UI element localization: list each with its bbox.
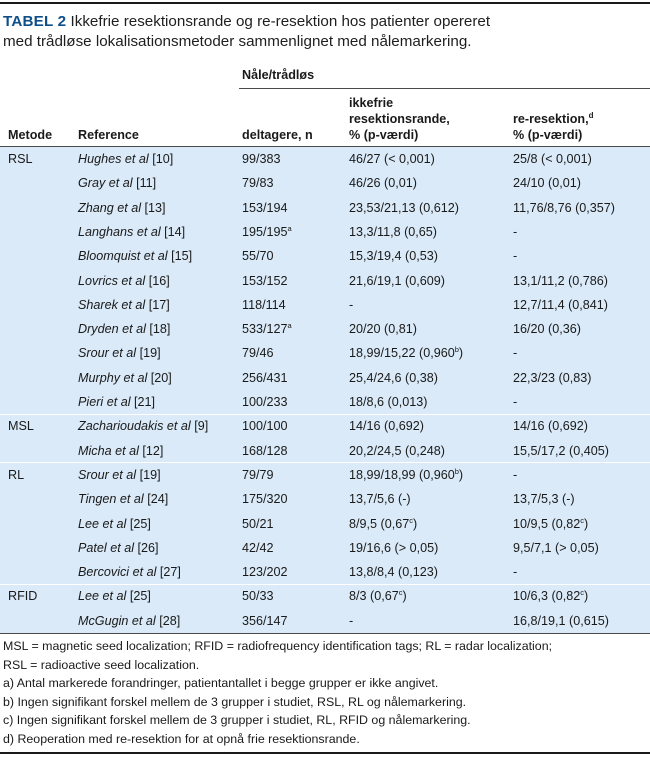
reference-number: [16] (148, 273, 170, 288)
cell-reresektion (513, 564, 517, 580)
cell-reference (78, 588, 151, 604)
reference-number: [17] (148, 297, 170, 312)
cell-reresektion (513, 151, 592, 167)
cell-method: RFID (8, 589, 38, 604)
cell-ikkefrie (349, 200, 459, 216)
reference-number: [27] (159, 565, 181, 580)
deltagere-value: 100/100 (242, 419, 288, 434)
cell-reference (78, 564, 181, 580)
reference-number: [19] (139, 346, 161, 361)
reference-author: Dryden et al (78, 322, 146, 337)
header-reresektion-line1: re-resektion,$^d$ (513, 111, 594, 126)
reference-number: [14] (164, 224, 186, 239)
cell-reresektion (513, 418, 588, 434)
cell-reference (78, 491, 168, 507)
cell-deltagere (242, 175, 274, 191)
reference-number: [12] (142, 443, 164, 458)
header-ikkefrie-line1: ikkefrie (349, 96, 394, 110)
cell-reresektion (513, 491, 575, 507)
cell-ikkefrie (349, 175, 417, 191)
cell-reference (78, 248, 192, 264)
cell-reference (78, 321, 170, 337)
cell-method: RSL (8, 152, 33, 166)
cell-reference (78, 345, 161, 361)
cell-ikkefrie (349, 345, 463, 361)
table-title-line2: med trådløse lokalisationsmetoder sammenlignet med nålemarkering. (3, 33, 472, 50)
deltagere-value: 118/114 (242, 297, 286, 312)
cell-method: MSL (8, 419, 34, 434)
cell-reresektion (513, 443, 609, 459)
cell-deltagere (242, 297, 286, 313)
footnote-marker: c (409, 515, 413, 525)
deltagere-value: 100/233 (242, 395, 288, 409)
cell-deltagere (242, 321, 292, 337)
footnote-marker: a (287, 223, 292, 233)
deltagere-value: 42/42 (242, 540, 274, 555)
cell-deltagere (242, 394, 288, 410)
cell-ikkefrie (349, 443, 445, 459)
reference-author: Bercovici et al (78, 565, 157, 580)
cell-deltagere (242, 370, 288, 386)
reference-author: Patel et al (78, 540, 135, 555)
footnote-abbreviations-cont: RSL = radioactive seed localization. (3, 657, 200, 672)
cell-ikkefrie (349, 588, 407, 604)
deltagere-value: 195/195 (242, 224, 288, 239)
reresektion-value: 16/20 (0,36) (513, 322, 581, 337)
reresektion-value: 13,7/5,3 (-) (513, 492, 575, 507)
cell-reference (78, 297, 170, 313)
cell-ikkefrie (349, 321, 417, 337)
cell-deltagere (242, 443, 288, 459)
reference-number: [28] (159, 613, 181, 628)
reresektion-value: - (513, 249, 518, 264)
cell-reresektion (513, 613, 609, 629)
cell-reference (78, 467, 161, 483)
ikkefrie-close: ) (412, 516, 418, 531)
deltagere-value: 79/46 (242, 346, 274, 361)
cell-reresektion (513, 394, 517, 410)
cell-reference (78, 540, 159, 556)
table-title-text: Ikkefrie resektionsrande og re-resektion hos patienter opereret (66, 13, 491, 30)
cell-reresektion (513, 175, 581, 191)
footnote-marker: c (580, 588, 584, 598)
footnote-marker: b (454, 345, 459, 355)
reference-number: [25] (129, 589, 151, 604)
cell-reresektion (513, 516, 588, 532)
cell-ikkefrie (349, 151, 435, 167)
cell-reresektion (513, 321, 581, 337)
reference-number: [13] (144, 200, 166, 215)
header-reresektion-line2: % (p-værdi) (513, 128, 583, 142)
ikkefrie-value: 18/8,6 (0,013) (349, 395, 428, 409)
reference-author: Micha et al (78, 443, 139, 458)
cell-reresektion (513, 273, 608, 289)
reference-author: McGugin et al (78, 613, 156, 628)
reference-number: [24] (147, 492, 169, 507)
cell-reresektion (513, 224, 517, 240)
ikkefrie-value: - (349, 613, 354, 628)
cell-reference (78, 443, 163, 459)
row-group-divider (0, 462, 650, 463)
header-ikkefrie-line3: % (p-værdi) (349, 128, 419, 142)
cell-reference (78, 394, 155, 410)
ikkefrie-value: - (349, 297, 354, 312)
reference-author: Gray et al (78, 176, 133, 191)
cell-ikkefrie (349, 467, 463, 483)
cell-reresektion (513, 200, 615, 216)
reresektion-value: 11,76/8,76 (0,357) (513, 200, 615, 215)
deltagere-value: 50/21 (242, 516, 274, 531)
reference-number: [26] (137, 540, 159, 555)
reference-number: [10] (152, 152, 174, 166)
reference-author: Sharek et al (78, 297, 146, 312)
cell-deltagere (242, 151, 281, 167)
reresektion-value: 24/10 (0,01) (513, 176, 581, 191)
cell-reresektion (513, 248, 517, 264)
table-bottom-rule (0, 633, 650, 634)
reference-author: Zhang et al (78, 200, 142, 215)
cell-reference (78, 613, 180, 629)
reresektion-value: - (513, 467, 518, 482)
cell-ikkefrie (349, 564, 438, 580)
reresektion-value: 9,5/7,1 (> 0,05) (513, 540, 599, 555)
deltagere-value: 356/147 (242, 613, 288, 628)
header-ikkefrie-line2: resektionsrande, (349, 112, 450, 126)
ikkefrie-value: 46/27 (< 0,001) (349, 152, 435, 166)
deltagere-value: 79/83 (242, 176, 274, 191)
ikkefrie-close: ) (458, 467, 464, 482)
deltagere-value: 55/70 (242, 249, 274, 264)
row-group-divider (0, 584, 650, 585)
cell-ikkefrie (349, 418, 424, 434)
ikkefrie-value: 13,8/8,4 (0,123) (349, 565, 438, 580)
cell-ikkefrie (349, 540, 438, 556)
cell-reresektion (513, 540, 599, 556)
footnote-d: d) Reoperation med re-resektion for at opnå frie resektionsrande. (3, 731, 360, 746)
reresektion-value: - (513, 346, 518, 361)
reresektion-value: 25/8 (< 0,001) (513, 152, 592, 166)
ikkefrie-value: 8/9,5 (0,67 (349, 516, 410, 531)
reference-number: [9] (194, 419, 209, 434)
reresektion-value: - (513, 565, 518, 580)
reference-author: Pieri et al (78, 395, 131, 409)
header-reference: Reference (78, 128, 139, 142)
header-deltagere: deltagere, n (242, 128, 313, 142)
ikkefrie-value: 25,4/24,6 (0,38) (349, 370, 438, 385)
ikkefrie-value: 15,3/19,4 (0,53) (349, 249, 438, 264)
footnote-marker: b (454, 466, 459, 476)
reference-author: Hughes et al (78, 152, 149, 166)
footnote-marker: a (287, 321, 292, 331)
reference-number: [18] (149, 322, 171, 337)
cell-reference (78, 418, 208, 434)
ikkefrie-value: 23,53/21,13 (0,612) (349, 200, 459, 215)
deltagere-value: 79/79 (242, 467, 274, 482)
cell-ikkefrie (349, 516, 417, 532)
ikkefrie-value: 13,7/5,6 (-) (349, 492, 411, 507)
reresektion-close: ) (583, 589, 589, 604)
column-group-rule (239, 88, 650, 89)
reresektion-value: 13,1/11,2 (0,786) (513, 273, 608, 288)
reference-number: [19] (139, 467, 161, 482)
deltagere-value: 50/33 (242, 589, 274, 604)
reference-author: Lee et al (78, 516, 127, 531)
cell-ikkefrie (349, 297, 353, 313)
cell-ikkefrie (349, 394, 427, 410)
cell-reference (78, 516, 151, 532)
ikkefrie-value: 19/16,6 (> 0,05) (349, 540, 439, 555)
cell-deltagere (242, 540, 274, 556)
cell-reference (78, 151, 173, 167)
deltagere-value: 256/431 (242, 370, 288, 385)
cell-deltagere (242, 516, 274, 532)
cell-deltagere (242, 491, 288, 507)
reresektion-value: 14/16 (0,692) (513, 419, 588, 434)
cell-deltagere (242, 418, 288, 434)
reference-author: Lovrics et al (78, 273, 146, 288)
footnotes (3, 637, 648, 748)
top-border-rule (0, 2, 650, 4)
ikkefrie-close: ) (402, 589, 407, 604)
ikkefrie-value: 14/16 (0,692) (349, 419, 424, 434)
ikkefrie-value: 20/20 (0,81) (349, 322, 417, 337)
reference-author: Murphy et al (78, 370, 148, 385)
row-group-divider (0, 414, 650, 415)
cell-reresektion (513, 588, 588, 604)
reference-author: Srour et al (78, 346, 137, 361)
ikkefrie-value: 21,6/19,1 (0,609) (349, 273, 445, 288)
ikkefrie-value: 13,3/11,8 (0,65) (349, 224, 437, 239)
header-metode: Metode (8, 128, 53, 142)
cell-deltagere (242, 564, 288, 580)
cell-reference (78, 370, 172, 386)
footnote-marker: c (398, 588, 403, 598)
deltagere-value: 99/383 (242, 152, 281, 166)
column-group-header: Nåle/trådløs (242, 68, 315, 82)
cell-ikkefrie (349, 370, 438, 386)
cell-method: RL (8, 467, 25, 482)
reresektion-value: 10/9,5 (0,82 (513, 516, 581, 531)
reresektion-value: 10/6,3 (0,82 (513, 589, 581, 604)
footnote-marker: c (580, 515, 584, 525)
cell-deltagere (242, 613, 288, 629)
ikkefrie-close: ) (458, 346, 464, 361)
cell-deltagere (242, 224, 292, 240)
reference-author: Bloomquist et al (78, 249, 168, 264)
bottom-border-rule (0, 752, 650, 754)
footnote-a: a) Antal markerede forandringer, patientantallet i begge grupper er ikke angivet. (3, 676, 439, 690)
deltagere-value: 153/152 (242, 273, 288, 288)
cell-deltagere (242, 200, 288, 216)
reresektion-value: 15,5/17,2 (0,405) (513, 443, 609, 458)
cell-reresektion (513, 345, 517, 361)
reresektion-value: - (513, 395, 518, 409)
cell-reference (78, 273, 170, 289)
table-title (3, 12, 643, 52)
cell-ikkefrie (349, 224, 437, 240)
cell-reference (78, 175, 156, 191)
reresektion-close: ) (583, 516, 589, 531)
reference-author: Zacharioudakis et al (78, 419, 191, 434)
cell-deltagere (242, 248, 274, 264)
deltagere-value: 168/128 (242, 443, 288, 458)
cell-ikkefrie (349, 613, 353, 629)
reference-number: [21] (134, 395, 156, 409)
footnote-b: b) Ingen signifikant forskel mellem de 3 grupper i studiet, RSL, RL og nålemarkering. (3, 694, 467, 709)
reference-number: [15] (171, 249, 193, 264)
reference-number: [11] (136, 176, 157, 191)
cell-ikkefrie (349, 491, 411, 507)
deltagere-value: 153/194 (242, 200, 288, 215)
ikkefrie-value: 18,99/15,22 (0,960 (349, 346, 455, 361)
reresektion-value: - (513, 224, 518, 239)
footnote-c: c) Ingen signifikant forskel mellem de 3 grupper i studiet, RL, RFID og nålemarkering. (3, 713, 471, 727)
ikkefrie-value: 46/26 (0,01) (349, 176, 417, 191)
cell-reresektion (513, 370, 591, 386)
reference-author: Srour et al (78, 467, 137, 482)
cell-reresektion (513, 297, 608, 313)
deltagere-value: 175/320 (242, 492, 288, 507)
reference-author: Tingen et al (78, 492, 144, 507)
cell-ikkefrie (349, 273, 445, 289)
deltagere-value: 533/127 (242, 322, 288, 337)
reference-number: [25] (129, 516, 151, 531)
ikkefrie-value: 20,2/24,5 (0,248) (349, 443, 445, 458)
cell-ikkefrie (349, 248, 438, 264)
reresektion-value: 22,3/23 (0,83) (513, 370, 592, 385)
cell-deltagere (242, 467, 274, 483)
reference-author: Lee et al (78, 589, 127, 604)
reresektion-value: 12,7/11,4 (0,841) (513, 297, 608, 312)
cell-deltagere (242, 273, 288, 289)
ikkefrie-value: 8/3 (0,67 (349, 589, 399, 604)
cell-deltagere (242, 588, 274, 604)
table-label: TABEL 2 (3, 13, 67, 30)
cell-reference (78, 200, 166, 216)
reference-number: [20] (150, 370, 172, 385)
cell-deltagere (242, 345, 274, 361)
deltagere-value: 123/202 (242, 565, 288, 580)
footnote-abbreviations: MSL = magnetic seed localization; RFID = radiofrequency identification tags; RL = radar localization; (3, 639, 553, 653)
cell-reference (78, 224, 185, 240)
ikkefrie-value: 18,99/18,99 (0,960 (349, 467, 455, 482)
reference-author: Langhans et al (78, 224, 161, 239)
reresektion-value: 16,8/19,1 (0,615) (513, 613, 609, 628)
cell-reresektion (513, 467, 517, 483)
